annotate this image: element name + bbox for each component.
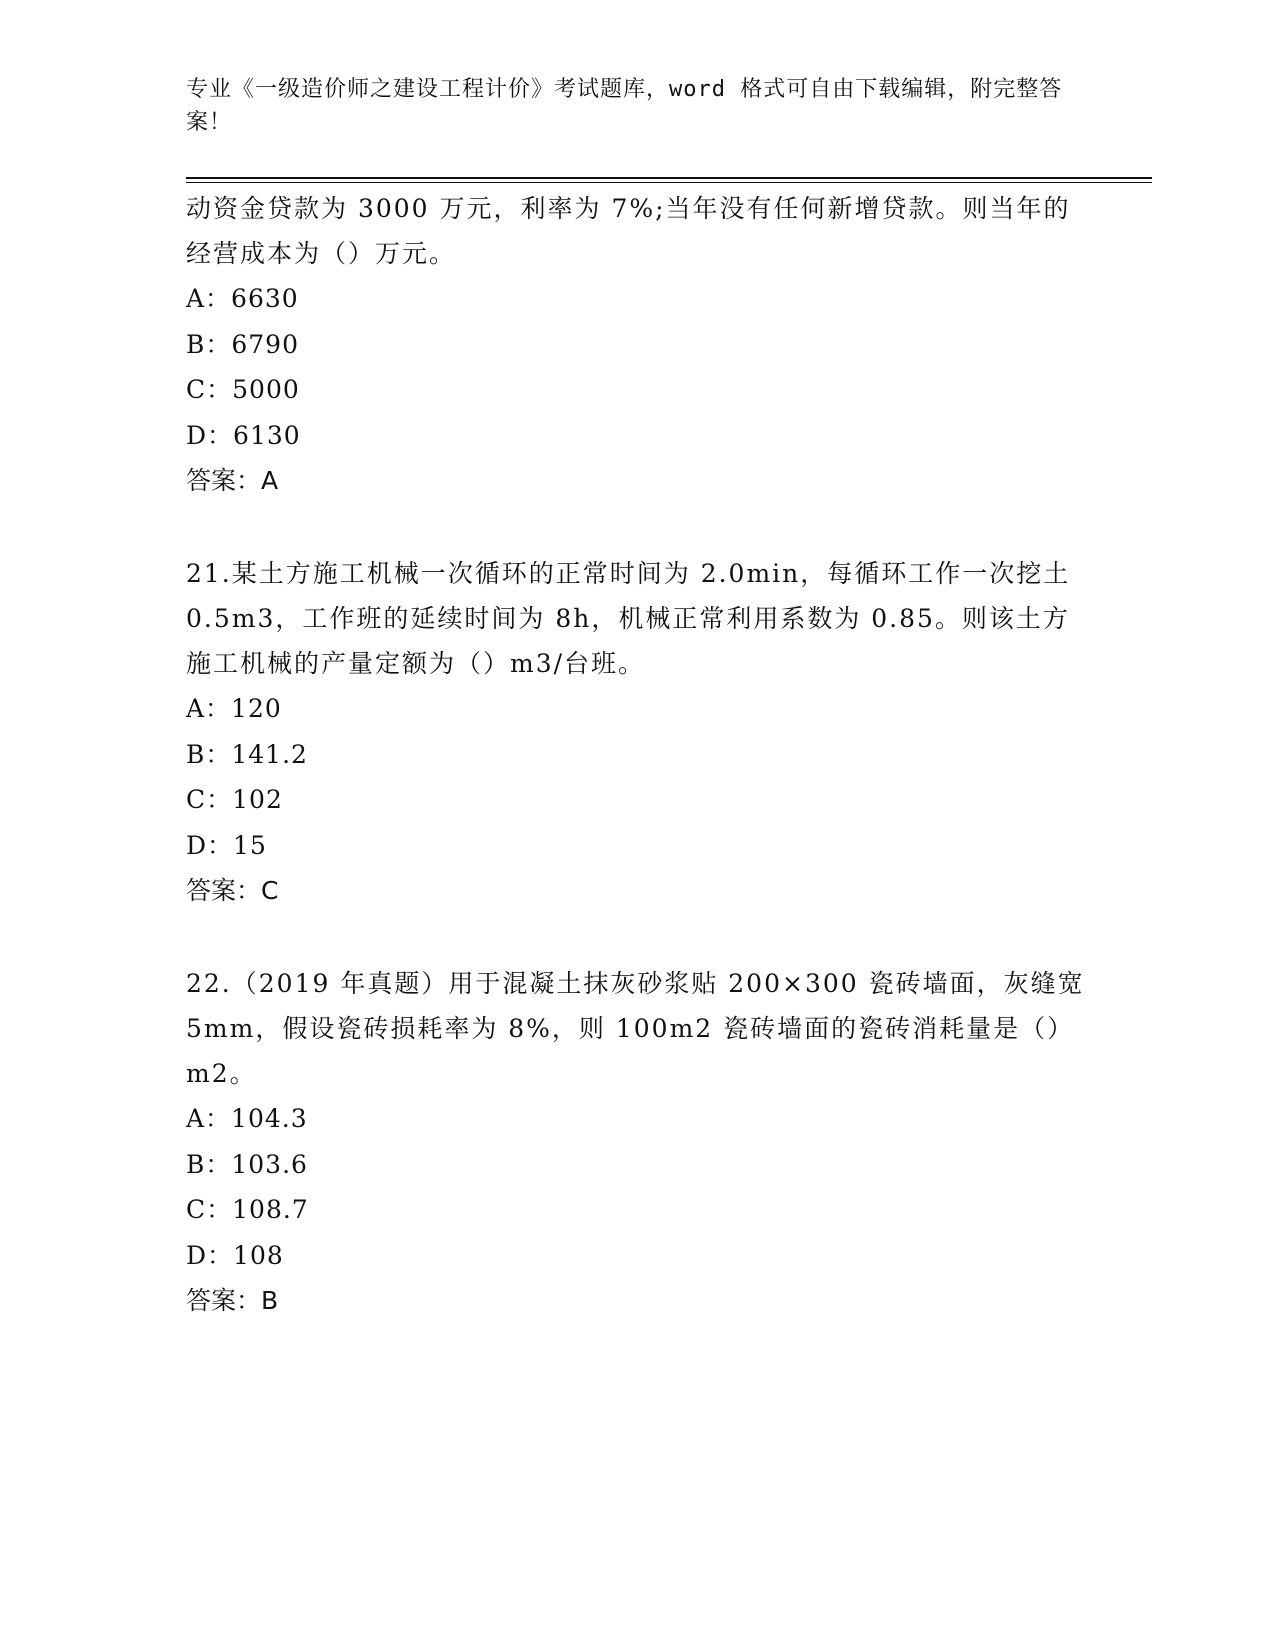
option-d: D：6130 bbox=[186, 420, 301, 450]
option-a: A：120 bbox=[186, 694, 282, 723]
option-c: C：108.7 bbox=[186, 1195, 309, 1224]
option-b: B：141.2 bbox=[186, 739, 308, 769]
question-text: 21.某土方施工机械一次循环的正常时间为 2.0min，每循环工作一次挖土 0.5m3，工作班的延续时间为 8h，机械正常利用系数为 0.85。则该土方施工机械的产量定额为（）m3/台班。 bbox=[186, 559, 1071, 678]
question-block bbox=[186, 551, 1086, 914]
option-c: C：102 bbox=[186, 785, 283, 814]
option-d: D：15 bbox=[186, 830, 267, 860]
question-text: 22.（2019 年真题）用于混凝土抹灰砂浆贴 200×300 瓷砖墙面，灰缝宽 5mm，假设瓷砖损耗率为 8%，则 100m2 瓷砖墙面的瓷砖消耗量是（）m2。 bbox=[186, 969, 1085, 1088]
option-a: A：6630 bbox=[186, 284, 299, 313]
question-text: 动资金贷款为 3000 万元，利率为 7%;当年没有任何新增贷款。则当年的经营成本为（）万元。 bbox=[186, 194, 1071, 268]
header-rule-thin bbox=[186, 182, 1152, 183]
option-b: B：103.6 bbox=[186, 1149, 308, 1179]
question-block bbox=[186, 186, 1086, 504]
header-rule-thick bbox=[186, 177, 1152, 179]
answer-line: 答案：C bbox=[186, 876, 279, 905]
option-c: C：5000 bbox=[186, 375, 300, 404]
question-block bbox=[186, 961, 1086, 1324]
document-header: 专业《一级造价师之建设工程计价》考试题库，word 格式可自由下载编辑，附完整答案！ bbox=[186, 77, 1063, 135]
option-b: B：6790 bbox=[186, 329, 299, 359]
answer-line: 答案：B bbox=[186, 1286, 279, 1315]
option-d: D：108 bbox=[186, 1240, 284, 1270]
option-a: A：104.3 bbox=[186, 1104, 308, 1133]
answer-line: 答案：A bbox=[186, 466, 279, 495]
question-list bbox=[186, 186, 1086, 1371]
